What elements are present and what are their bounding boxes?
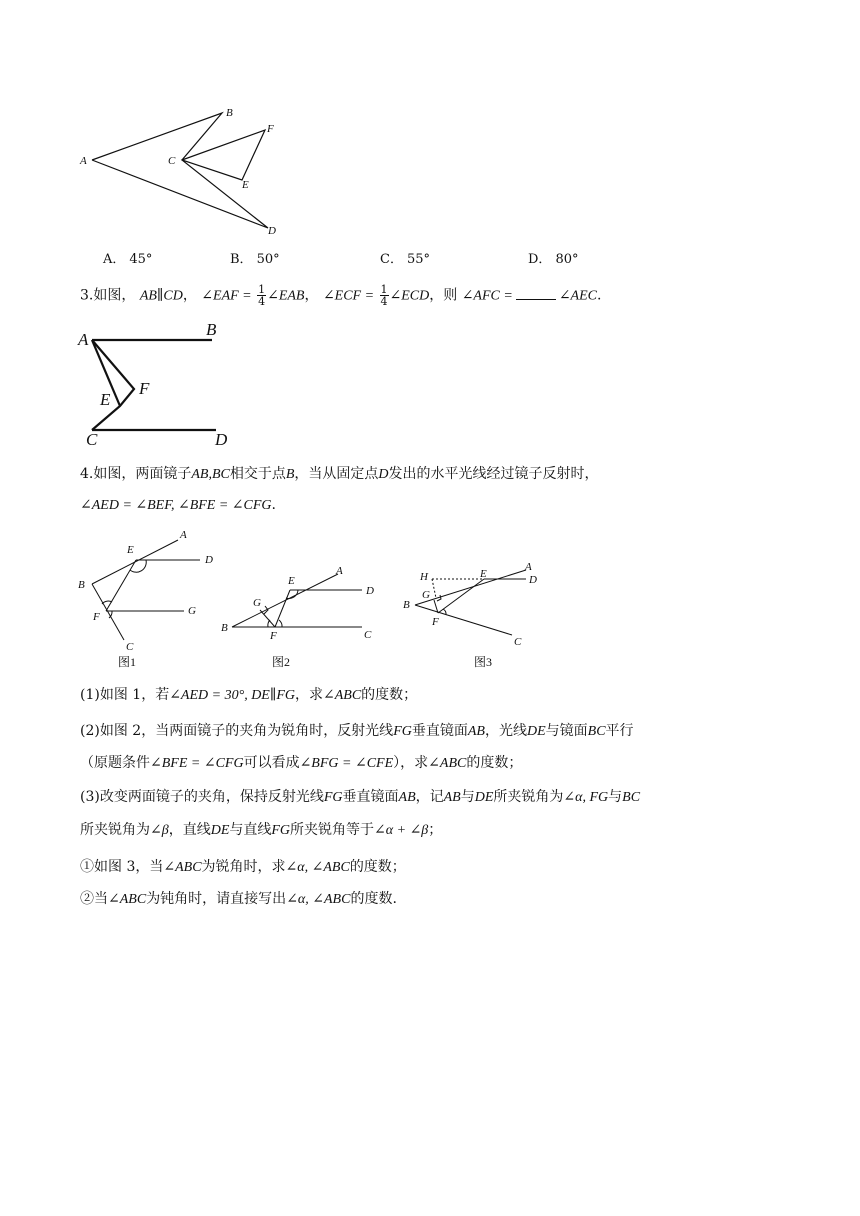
choice-b — [230, 248, 280, 267]
figure-q3-label-E: E — [100, 390, 111, 409]
q4-math-3: D — [378, 467, 389, 482]
fig3-caption: 图3 — [474, 655, 493, 669]
sub3-math-1: FG — [323, 790, 343, 805]
fig2-label-C: C — [364, 629, 372, 641]
figure-top-label-C: C — [168, 155, 176, 167]
fig1-label-G: G — [188, 605, 196, 617]
subquestion-3-line-2 — [80, 819, 442, 842]
fig3-label-B: B — [403, 599, 410, 611]
question-4-line-1 — [80, 463, 599, 486]
sub2-line2-text-d: 的度数； — [466, 755, 523, 771]
q4-number: 4. — [80, 466, 94, 482]
fig3-label-C: C — [514, 636, 522, 648]
item2-text-b: 为钝角时，请直接写出 — [146, 891, 287, 907]
q4-math-1: AB,BC — [191, 467, 230, 482]
q3-intro: 如图， — [93, 287, 136, 304]
fig1-label-C: C — [126, 641, 134, 653]
q4-angle-equalities: ∠AED = ∠BEF, ∠BFE = ∠CFG — [80, 498, 272, 513]
fig1-caption: 图1 — [118, 655, 137, 669]
fig2-line-FG — [260, 610, 275, 627]
figure-q3-label-D: D — [215, 430, 228, 449]
item1-text-c: 的度数； — [349, 859, 406, 875]
sub2-text-c: ，光线 — [484, 723, 527, 739]
fig2-line-EF — [275, 590, 290, 627]
figure-top-line-A-B-C-E-F-C-D-A — [92, 113, 268, 228]
sub3-line2-math-3: FG — [271, 823, 291, 838]
fig3-angle-mark-F — [443, 609, 446, 615]
choice-c-value: 55° — [406, 252, 430, 267]
sub2-text-d: 与镜面 — [545, 723, 588, 739]
sub3-text-e: 所夹锐角为 — [493, 789, 564, 805]
q3-eq1-right: ∠EAB — [267, 288, 305, 304]
sub2-line2-text-a: （原题条件 — [80, 755, 150, 771]
sub2-text-b: 垂直镜面 — [411, 723, 468, 739]
q3-parallel: AB∥CD — [139, 288, 183, 304]
figure-q3-line-AE — [92, 340, 120, 406]
sub2-line2-math-2: ∠BFG = ∠CFE — [299, 756, 394, 771]
sub3-math-2: AB — [398, 790, 416, 805]
fig2-label-E: E — [288, 575, 295, 587]
figure-top-label-D: D — [268, 225, 276, 237]
sub3-line2-text-e: ； — [428, 822, 443, 838]
choice-a-letter: A． — [103, 252, 126, 267]
q3-eq2-right: ∠ECD — [389, 288, 430, 304]
fig1-mirror-BC — [92, 584, 124, 640]
sub1-text-c: 的度数； — [361, 687, 418, 703]
choice-a-value: 45° — [129, 252, 153, 267]
item2-text-c: 的度数. — [350, 891, 397, 907]
fig3-dashed-HG — [432, 579, 436, 598]
sub3-math-5: ∠α, FG — [563, 790, 609, 805]
fig1-label-F: F — [93, 611, 100, 623]
q3-sep3: ，则 — [429, 287, 458, 304]
subquestion-2-line-2 — [80, 752, 522, 775]
choice-d-value: 80° — [555, 252, 579, 267]
q3-sep2: ， — [304, 287, 319, 304]
fig1-angle-mark-F1 — [102, 601, 112, 604]
fig2-caption: 图2 — [272, 655, 291, 669]
sub3-text-b: 垂直镜面 — [342, 789, 399, 805]
item-1 — [80, 856, 406, 879]
figure-q3-label-F: F — [139, 379, 150, 398]
q3-fraction-2 — [380, 284, 389, 307]
fig2-label-A: A — [336, 565, 343, 577]
fig3-label-E: E — [480, 568, 487, 580]
fig3-label-D: D — [529, 574, 537, 586]
item-2 — [80, 888, 397, 911]
sub2-line2-text-c: ），求∠ — [393, 755, 440, 771]
question-4-line-2 — [80, 494, 276, 517]
sub3-line2-text-d: 所夹锐角等于 — [290, 822, 375, 838]
sub2-text-a: (2)如图 2，当两面镜子的夹角为锐角时，反射光线 — [80, 723, 394, 739]
sub3-line2-math-1: ∠β — [150, 823, 169, 838]
sub3-math-3: AB — [443, 790, 461, 805]
sub2-line2-math-1: ∠BFE = ∠CFG — [150, 756, 244, 771]
fig3-mirror-BC — [415, 605, 512, 635]
q4-text-1c: ，当从固定点 — [294, 466, 379, 482]
q4-math-2: B — [285, 467, 295, 482]
q3-eq3-right: ∠AEC — [558, 288, 597, 304]
sub3-line2-math-4: ∠α + ∠β — [374, 823, 429, 838]
fig2-angle-mark-F2 — [279, 620, 282, 627]
choice-b-value: 50° — [256, 252, 280, 267]
fig2-label-B: B — [221, 622, 228, 634]
item1-math-2: ∠α, ∠ABC — [285, 860, 350, 875]
sub2-line2-text-b: 可以看成 — [243, 755, 300, 771]
item2-text-a: ②当∠ — [80, 891, 120, 907]
subquestion-3-line-1 — [80, 786, 640, 809]
sub1-math: ∠AED = 30°, DE∥FG — [169, 688, 295, 703]
fig1-line-EF — [106, 560, 136, 611]
fig3-label-G: G — [422, 589, 430, 601]
sub3-text-a: (3)改变两面镜子的夹角，保持反射光线 — [80, 789, 324, 805]
sub2-text-e: 平行 — [605, 723, 634, 739]
q3-frac2-den: 4 — [380, 295, 388, 308]
fig3-label-H: H — [420, 571, 428, 583]
q3-frac2-num: 1 — [380, 283, 388, 296]
sub2-line2-math-3: ABC — [439, 756, 467, 771]
fig1-label-A: A — [180, 529, 187, 541]
choice-c-letter: C． — [380, 252, 403, 267]
fig3-line-FG — [434, 600, 438, 613]
subquestion-1 — [80, 684, 417, 707]
q3-answer-blank[interactable] — [516, 285, 556, 300]
fig2-angle-mark-E — [286, 590, 298, 599]
fig1-angle-mark-F2 — [109, 611, 112, 618]
sub3-text-d: 与 — [460, 789, 475, 805]
fig3-label-F: F — [432, 616, 439, 628]
q3-eq2-left: ∠ECF = — [322, 288, 375, 304]
q4-text-1b: 相交于点 — [229, 466, 286, 482]
sub3-line2-text-b: ，直线 — [168, 822, 211, 838]
fig3-label-A: A — [525, 561, 532, 573]
fig2-mirror-BA — [232, 574, 338, 627]
fig3-right-angle-G — [437, 595, 441, 601]
sub3-line2-math-2: DE — [210, 823, 230, 838]
q3-eq1-left: ∠EAF = — [201, 288, 252, 304]
fig1-label-B: B — [78, 579, 85, 591]
fig2-right-angle-G — [264, 606, 268, 614]
item1-text-b: 为锐角时，求 — [201, 859, 286, 875]
figure-q3-label-C: C — [86, 430, 98, 449]
q4-text-1a: 如图，两面镜子 — [93, 466, 192, 482]
choice-b-letter: B． — [230, 252, 253, 267]
item1-text-a: ①如图 3，当∠ — [80, 859, 176, 875]
fig1-label-D: D — [205, 554, 213, 566]
sub2-math-4: BC — [587, 724, 606, 739]
q3-frac1-num: 1 — [258, 283, 266, 296]
q3-number: 3. — [80, 287, 94, 304]
fig1-angle-mark-E — [130, 560, 146, 572]
q3-sep1: ， — [182, 287, 197, 304]
sub2-math-3: DE — [526, 724, 546, 739]
q3-eq3-left: ∠AFC = — [461, 288, 513, 304]
fig3-line-EF — [438, 579, 484, 613]
item2-math-2: ∠α, ∠ABC — [286, 892, 351, 907]
choice-d — [528, 248, 578, 267]
q3-fraction-1 — [257, 284, 266, 307]
sub1-math-2: ABC — [334, 688, 362, 703]
fig2-label-D: D — [366, 585, 374, 597]
figure-q3-label-B: B — [206, 320, 217, 339]
sub2-math-1: FG — [393, 724, 412, 739]
sub3-line2-text-a: 所夹锐角为 — [80, 822, 150, 838]
figure-top-label-E: E — [242, 179, 249, 191]
subquestion-2-line-1 — [80, 720, 634, 743]
question-3 — [80, 284, 601, 308]
q4-text-1d: 发出的水平光线经过镜子反射时， — [388, 466, 599, 482]
q3-frac1-den: 4 — [258, 295, 266, 308]
figure-q3-label-A: A — [78, 330, 89, 349]
sub2-math-2: AB — [467, 724, 485, 739]
figure-top-label-B: B — [226, 107, 233, 119]
fig3-mirror-BA — [415, 570, 526, 605]
sub3-line2-text-c: 与直线 — [229, 822, 272, 838]
sub3-math-6: BC — [622, 790, 641, 805]
item1-math-1: ABC — [175, 860, 202, 875]
sub1-text-b: ，求∠ — [294, 687, 335, 703]
fig2-angle-mark-F1 — [268, 620, 270, 627]
fig1-mirror-BA — [92, 540, 178, 584]
q4-line2-end: . — [271, 497, 276, 513]
fig1-label-E: E — [127, 544, 134, 556]
fig2-label-F: F — [270, 630, 277, 642]
fig2-label-G: G — [253, 597, 261, 609]
item2-math-1: ABC — [119, 892, 147, 907]
figure-top-label-F: F — [267, 123, 274, 135]
choice-c — [380, 248, 430, 267]
q3-end: . — [597, 287, 602, 304]
choice-d-letter: D． — [528, 252, 552, 267]
sub3-text-c: ，记 — [415, 789, 444, 805]
figure-top-label-A: A — [80, 155, 87, 167]
sub3-text-f: 与 — [608, 789, 623, 805]
sub1-text-a: (1)如图 1，若 — [80, 687, 170, 703]
choice-a — [103, 248, 152, 267]
sub3-math-4: DE — [474, 790, 494, 805]
figure-q3-line-A-F-E-C — [92, 340, 134, 430]
